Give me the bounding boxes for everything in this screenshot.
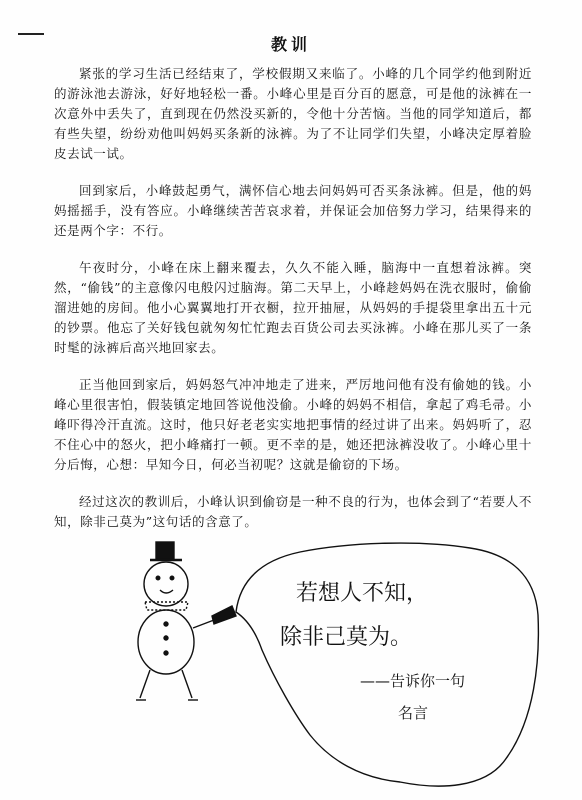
paragraph: 午夜时分，小峰在床上翻来覆去，久久不能入睡，脑海中一直想着泳裤。突然，“偷钱”的主意像闪电般闪过脑海。第二天早上，小峰趁妈妈在洗衣服时，偷偷溜进她的房间。他小心翼翼地打开衣橱，拉开抽屉，从妈妈的手提袋里拿出五十元的钞票。他忘了关好钱包就匆匆忙忙跑去百货公司去买泳裤。小峰在那儿买了一条时髦的泳裤后高兴地回家去。: [54, 260, 532, 355]
paragraph: 回到家后，小峰鼓起勇气，满怀信心地去问妈妈可否买条泳裤。但是，他的妈妈摇摇手，没有答应。小峰继续苦苦哀求着，并保证会加倍努力学习，结果得来的还是两个字：不行。: [54, 183, 532, 238]
bubble-line-2: 除非己莫为。: [280, 625, 413, 650]
paragraph: 正当他回到家后，妈妈怒气冲冲地走了进来，严厉地问他有没有偷她的钱。小峰心里很害怕，假装镇定地回答说他没偷。小峰的妈妈不相信，拿起了鸡毛帚。小峰吓得冷汗直流。这时，他只好老老实实地把事情的经过讲了出来。妈妈听了，忍不住心中的怒火，把小峰痛打一顿。更不幸的是，她还把泳裤没收了。小峰心里十分后悔，心想：早知今日，何必当初呢？这就是偷窃的下场。: [54, 377, 532, 472]
snowman-drawing: [136, 542, 236, 700]
paragraph: 经过这次的教训后，小峰认识到偷窃是一种不良的行为，也体会到了“若要人不知，除非己莫为”这句话的含意了。: [54, 494, 532, 529]
bubble-line-1: 若想人不知，: [296, 581, 429, 606]
illustration: [0, 520, 582, 800]
bubble-signature-1: ——告诉你一句: [360, 672, 466, 690]
essay-body: [54, 64, 532, 549]
page-title: 教训: [270, 35, 311, 54]
speech-bubble: [236, 543, 538, 786]
paragraph: 紧张的学习生活已经结束了，学校假期又来临了。小峰的几个同学约他到附近的游泳池去游泳，好好地轻松一番。小峰心里是百分百的愿意，可是他的泳裤在一次意外中丢失了，直到现在仍然没买新的，令他十分苦恼。当他的同学知道后，都有些失望，纷纷劝他叫妈妈买条新的泳裤。为了不让同学们失望，小峰决定厚着脸皮去试一试。: [54, 66, 532, 161]
bubble-signature-2: 名言: [398, 704, 429, 722]
